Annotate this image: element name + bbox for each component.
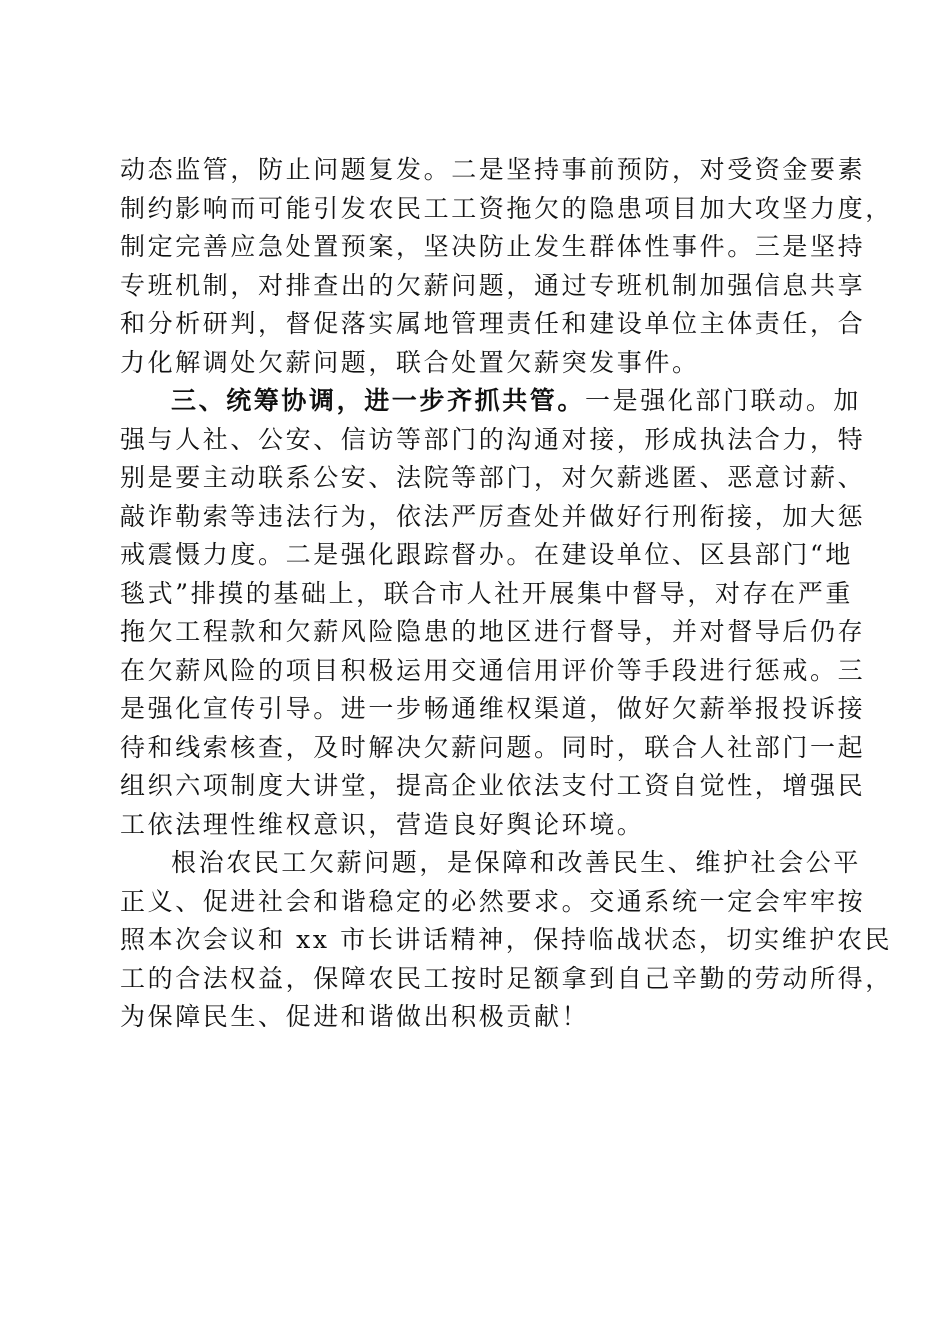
- text-segment: 动态监管，防止问题复发。二是坚持事前预防，对受资金要素: [120, 155, 866, 184]
- document-body: [120, 151, 893, 1037]
- text-line: [120, 998, 830, 1037]
- text-line: [120, 767, 866, 806]
- text-segment: 力化解调处欠薪问题，联合处置欠薪突发事件。: [120, 347, 700, 377]
- text-segment: 戒震慑力度。二是强化跟踪督办。在建设单位、区县部门“地: [120, 540, 853, 569]
- text-line: [120, 459, 866, 498]
- text-line: [120, 421, 866, 460]
- text-segment: 正义、促进社会和谐稳定的必然要求。交通系统一定会牢牢按: [120, 886, 866, 916]
- section-heading: 三、统筹协调，进一步齐抓共管。: [171, 386, 586, 415]
- text-line: [120, 305, 866, 344]
- text-segment: 为保障民生、促进和谐做出积极贡献！: [120, 1002, 590, 1031]
- text-segment: 工依法理性维权意识，营造良好舆论环境。: [120, 809, 645, 839]
- text-line: [120, 575, 853, 614]
- text-line: [120, 921, 893, 960]
- text-segment: 专班机制，对排查出的欠薪问题，通过专班机制加强信息共享: [120, 270, 866, 300]
- text-segment: 根治农民工欠薪问题，是保障和改善民生、维护社会公平: [171, 848, 862, 877]
- text-line: [120, 960, 893, 999]
- text-segment: 别是要主动联系公安、法院等部门，对欠薪逃匿、恶意讨薪、: [120, 463, 866, 492]
- text-segment: 组织六项制度大讲堂，提高企业依法支付工资自觉性，增强民: [120, 771, 866, 800]
- text-line: [120, 690, 866, 729]
- text-line: [120, 228, 866, 267]
- text-line: [120, 652, 866, 691]
- text-segment: 在欠薪风险的项目积极运用交通信用评价等手段进行惩戒。三: [120, 655, 866, 685]
- text-segment: 是强化宣传引导。进一步畅通维权渠道，做好欠薪举报投诉接: [120, 694, 866, 723]
- text-line: [120, 498, 866, 537]
- text-segment: 制约影响而可能引发农民工工资拖欠的隐患项目加大攻坚力度，: [120, 193, 893, 223]
- text-segment: 一是强化部门联动。加: [585, 386, 862, 415]
- paragraph-first-line: [120, 844, 862, 883]
- text-segment: 照本次会议和 xx 市长讲话精神，保持临战状态，切实维护农民: [120, 925, 893, 954]
- text-segment: 强与人社、公安、信访等部门的沟通对接，形成执法合力，特: [120, 424, 866, 454]
- text-segment: 工的合法权益，保障农民工按时足额拿到自己辛勤的劳动所得，: [120, 963, 893, 993]
- text-line: [120, 267, 866, 306]
- text-segment: 拖欠工程款和欠薪风险隐患的地区进行督导，并对督导后仍存: [120, 617, 866, 646]
- text-segment: 和分析研判，督促落实属地管理责任和建设单位主体责任，合: [120, 309, 866, 338]
- text-segment: 毯式”排摸的基础上，联合市人社开展集中督导，对存在严重: [120, 578, 853, 608]
- text-line: [120, 536, 853, 575]
- text-line: [120, 190, 893, 229]
- text-line: [120, 151, 866, 190]
- text-line: [120, 344, 830, 383]
- text-segment: 待和线索核查，及时解决欠薪问题。同时，联合人社部门一起: [120, 732, 866, 762]
- paragraph-first-line: [120, 382, 862, 421]
- text-line: [120, 806, 830, 845]
- text-line: [120, 883, 866, 922]
- text-segment: 敲诈勒索等违法行为，依法严厉查处并做好行刑衔接，加大惩: [120, 501, 866, 531]
- text-segment: 制定完善应急处置预案，坚决防止发生群体性事件。三是坚持: [120, 232, 866, 261]
- text-line: [120, 729, 866, 768]
- text-line: [120, 613, 866, 652]
